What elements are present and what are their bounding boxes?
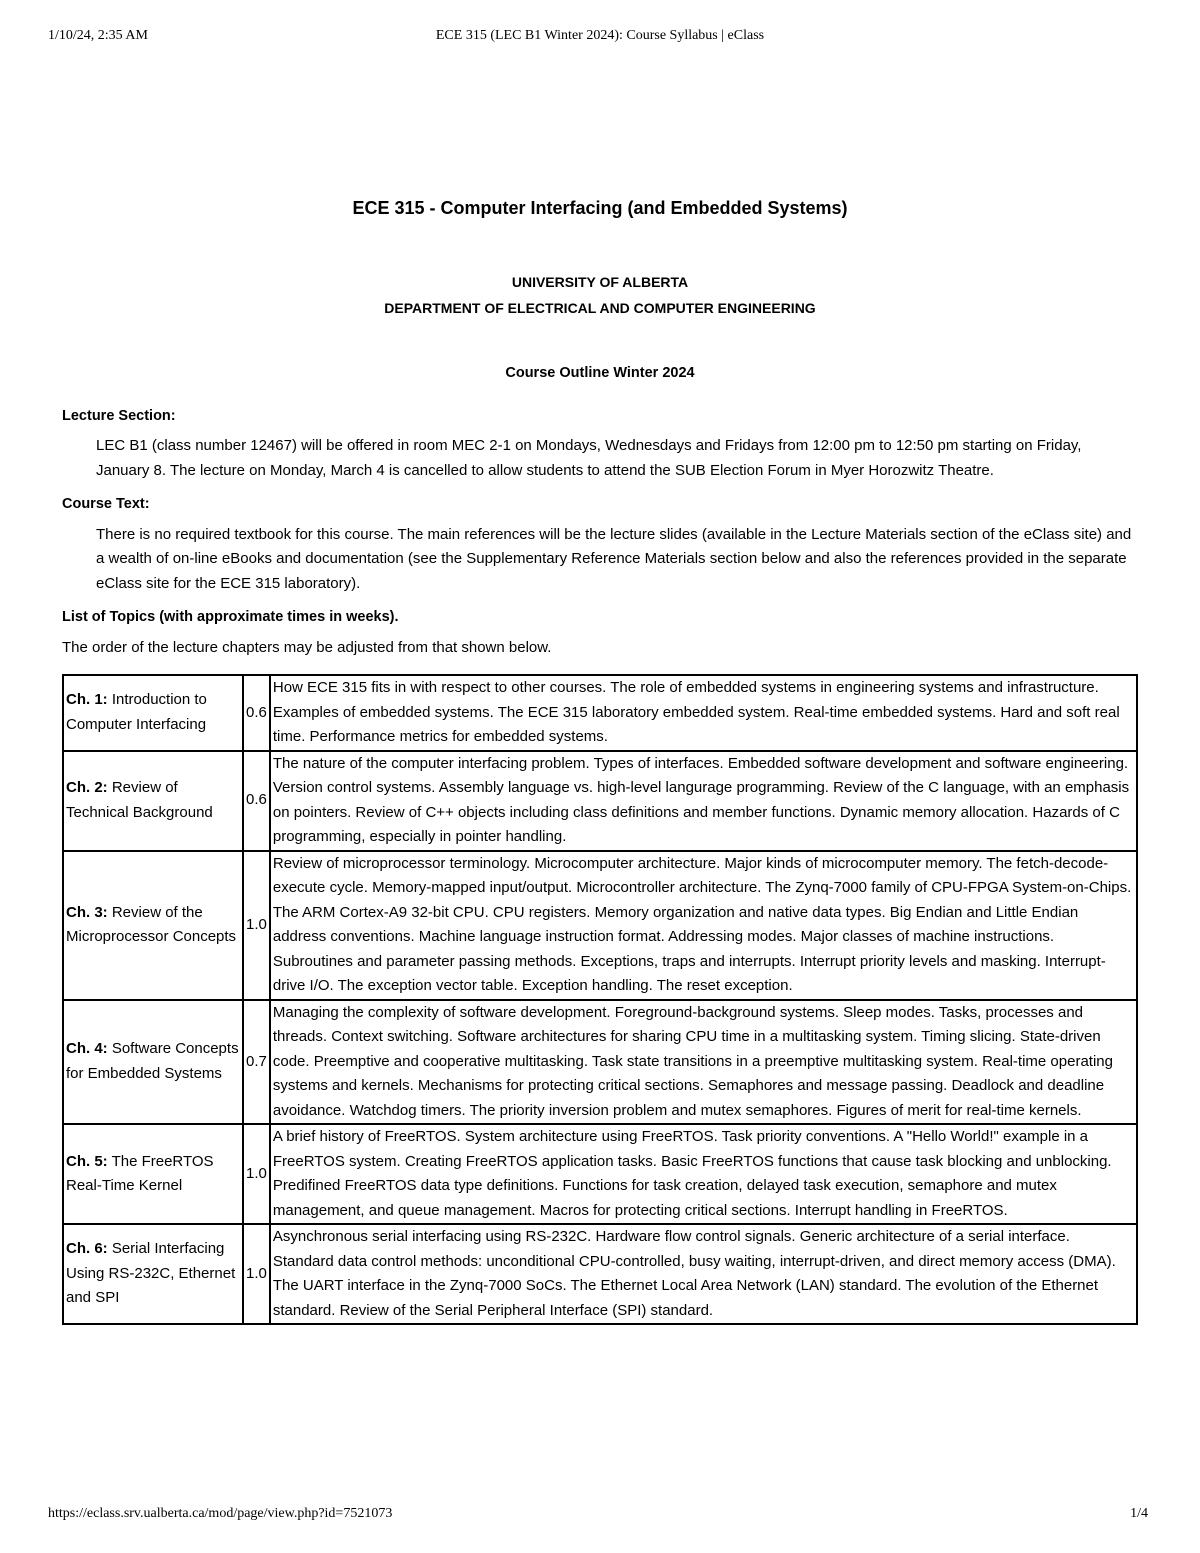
chapter-number: Ch. 2:: [66, 779, 108, 796]
course-text-text: There is no required textbook for this course. The main references will be the lecture slides (available in the Lecture Materials section of the eClass site) and a wealth of on-line eBooks and documentation (see the Supplementary Reference Materials section below and also the references provided in the separate eClass site for the ECE 315 laboratory).: [96, 525, 1132, 592]
chapter-cell: [63, 1124, 243, 1224]
weeks-cell: 1.0: [243, 1124, 270, 1224]
print-url: https://eclass.srv.ualberta.ca/mod/page/view.php?id=7521073: [48, 1506, 393, 1521]
chapter-cell: [63, 1224, 243, 1324]
weeks-cell: 0.6: [243, 751, 270, 851]
weeks-cell: 0.7: [243, 1000, 270, 1125]
chapter-title: Introduction to Computer Interfacing: [66, 691, 207, 733]
weeks-cell: 1.0: [243, 1224, 270, 1324]
chapter-number: Ch. 4:: [66, 1040, 108, 1058]
chapter-title: Review of the Microprocessor Concepts: [66, 903, 237, 945]
chapter-cell: [63, 1000, 243, 1125]
chapter-number: Ch. 1:: [66, 691, 108, 709]
print-footer: [0, 1506, 1200, 1526]
course-outline-heading: Course Outline Winter 2024: [505, 365, 695, 381]
print-header: [0, 28, 1200, 48]
course-text-heading: Course Text:: [62, 496, 150, 512]
table-row: [63, 1000, 1137, 1125]
chapter-title: Serial Interfacing Using RS-232C, Ethernet and SPI: [66, 1240, 236, 1307]
topics-heading: List of Topics (with approximate times in weeks).: [62, 609, 399, 625]
chapter-number: Ch. 5:: [66, 1152, 108, 1170]
description-cell: A brief history of FreeRTOS. System architecture using FreeRTOS. Task priority conventions. A "Hello World!" example in a FreeRTOS system. Creating FreeRTOS application tasks. Basic FreeRTOS functions that cause task blocking and unblocking. Predifined FreeRTOS data type definitions. Functions for task creation, delayed task execution, semaphore and mutex management, and queue management. Macros for protecting critical sections. Interrupt handling in FreeRTOS.: [270, 1124, 1137, 1224]
chapter-title: Review of Technical Background: [66, 779, 213, 821]
lecture-section-text: LEC B1 (class number 12467) will be offered in room MEC 2-1 on Mondays, Wednesdays and Fridays from 12:00 pm to 12:50 pm starting on Friday, January 8. The lecture on Monday, March 4 is cancelled to allow students to attend the SUB Election Forum in Myer Horozwitz Theatre.: [96, 437, 1082, 479]
weeks-cell: 1.0: [243, 851, 270, 1000]
print-datetime: 1/10/24, 2:35 AM: [48, 28, 148, 43]
weeks-cell: 0.6: [243, 675, 270, 751]
chapter-title: Software Concepts for Embedded Systems: [66, 1040, 239, 1082]
topics-table: [62, 674, 1138, 1325]
table-row: [63, 751, 1137, 851]
description-cell: How ECE 315 fits in with respect to other courses. The role of embedded systems in engineering systems and infrastructure. Examples of embedded systems. The ECE 315 laboratory embedded system. Real-time embedded systems. Hard and soft real time. Performance metrics for embedded systems.: [270, 675, 1137, 751]
topics-note: The order of the lecture chapters may be adjusted from that shown below.: [62, 638, 552, 656]
table-row: [63, 1224, 1137, 1324]
print-page-number: 1/4: [1130, 1506, 1148, 1521]
table-row: [63, 675, 1137, 751]
lecture-section-heading: Lecture Section:: [62, 407, 176, 424]
chapter-cell: [63, 751, 243, 851]
description-cell: Review of microprocessor terminology. Microcomputer architecture. Major kinds of microcomputer memory. The fetch-decode-execute cycle. Memory-mapped input/output. Microcontroller architecture. The Zynq-7000 family of CPU-FPGA System-on-Chips. The ARM Cortex-A9 32-bit CPU. CPU registers. Memory organization and native data types. Big Endian and Little Endian address conventions. Machine language instruction format. Addressing modes. Major classes of machine instructions. Subroutines and parameter passing methods. Exceptions, traps and interrupts. Interrupt priority levels and masking. Interrupt-drive I/O. The exception vector table. Exception handling. The reset exception.: [270, 851, 1137, 1000]
description-cell: Managing the complexity of software development. Foreground-background systems. Sleep modes. Tasks, processes and threads. Context switching. Software architectures for sharing CPU time in a multitasking system. Timing slicing. State-driven code. Preemptive and cooperative multitasking. Task state transitions in a preemptive multitasking system. Real-time operating systems and kernels. Mechanisms for protecting critical sections. Semaphores and message passing. Deadlock and deadline avoidance. Watchdog timers. The priority inversion problem and mutex semaphores. Figures of merit for real-time kernels.: [270, 1000, 1137, 1125]
table-row: [63, 851, 1137, 1000]
description-cell: The nature of the computer interfacing problem. Types of interfaces. Embedded software development and software engineering. Version control systems. Assembly language vs. high-level langurage programming. Review of the C language, with an emphasis on pointers. Review of C++ objects including class definitions and member functions. Dynamic memory allocation. Hazards of C programming, especially in pointer handling.: [270, 751, 1137, 851]
university-name: UNIVERSITY OF ALBERTA: [511, 274, 689, 290]
institution-block: [62, 269, 1138, 321]
table-row: [63, 1124, 1137, 1224]
department-name: DEPARTMENT OF ELECTRICAL AND COMPUTER ENGINEERING: [384, 300, 816, 316]
chapter-cell: [63, 851, 243, 1000]
chapter-number: Ch. 3:: [66, 903, 108, 921]
chapter-title: The FreeRTOS Real-Time Kernel: [66, 1152, 214, 1194]
course-title: ECE 315 - Computer Interfacing (and Embedded Systems): [352, 198, 848, 218]
chapter-cell: [63, 675, 243, 751]
syllabus-content: [62, 195, 1138, 1325]
chapter-number: Ch. 6:: [66, 1240, 108, 1258]
print-page-title: ECE 315 (LEC B1 Winter 2024): Course Syllabus | eClass: [435, 28, 765, 43]
description-cell: Asynchronous serial interfacing using RS-232C. Hardware flow control signals. Generic architecture of a serial interface. Standard data control methods: unconditional CPU-controlled, busy waiting, interrupt-driven, and direct memory access (DMA). The UART interface in the Zynq-7000 SoCs. The Ethernet Local Area Network (LAN) standard. The evolution of the Ethernet standard. Review of the Serial Peripheral Interface (SPI) standard.: [270, 1224, 1137, 1324]
